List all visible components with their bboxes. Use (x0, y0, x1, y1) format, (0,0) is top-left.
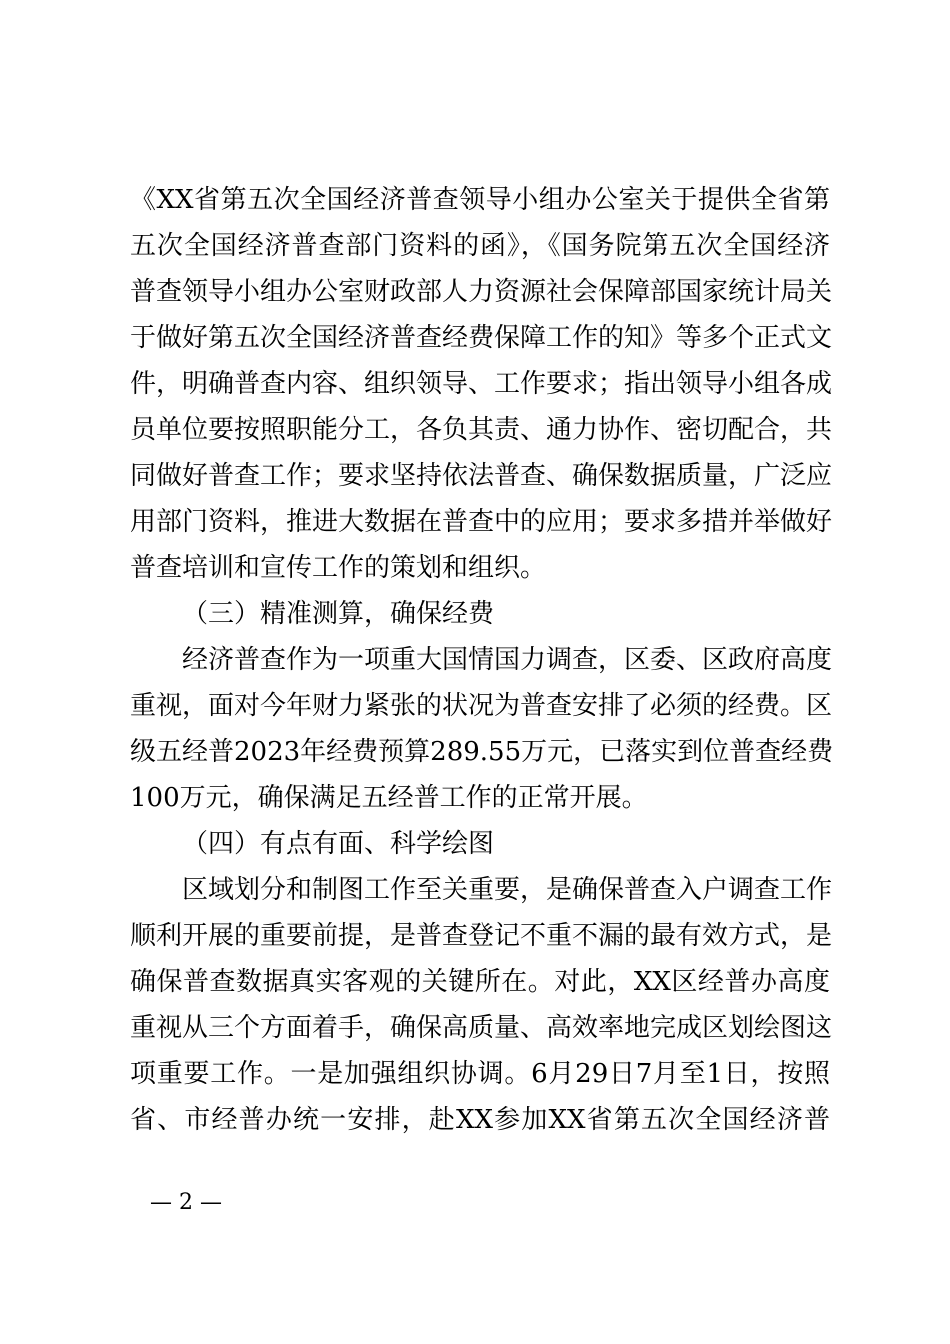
paragraph-line: 级五经普2023年经费预算289.55万元，已落实到位普查经费 (130, 737, 834, 767)
section-heading: （三）精准测算，确保经费 (182, 599, 495, 629)
page-number: — 2 — (150, 1190, 222, 1215)
paragraph-line: 区域划分和制图工作至关重要，是确保普查入户调查工作 (182, 875, 833, 905)
paragraph-line: 员单位要按照职能分工，各负其责、通力协作、密切配合，共 (130, 415, 833, 445)
paragraph-line: 普查领导小组办公室财政部人力资源社会保障部国家统计局关 (130, 277, 833, 307)
paragraph-line: 五次全国经济普查部门资料的函》，《国务院第五次全国经济 (130, 231, 830, 261)
paragraph-line: 同做好普查工作；要求坚持依法普查、确保数据质量，广泛应 (130, 461, 833, 491)
paragraph-line: 普查培训和宣传工作的策划和组织。 (130, 553, 547, 583)
paragraph-line: 重视从三个方面着手，确保高质量、高效率地完成区划绘图这 (130, 1013, 833, 1043)
paragraph-line: 件，明确普查内容、组织领导、工作要求；指出领导小组各成 (130, 369, 833, 399)
paragraph-line: 确保普查数据真实客观的关键所在。对此，XX区经普办高度 (130, 967, 830, 997)
paragraph-line: 经济普查作为一项重大国情国力调查，区委、区政府高度 (182, 645, 833, 675)
paragraph-line: 《XX省第五次全国经济普查领导小组办公室关于提供全省第 (130, 185, 830, 215)
paragraph-line: 省、市经普办统一安排，赴XX参加XX省第五次全国经济普 (130, 1105, 830, 1135)
paragraph-line: 项重要工作。一是加强组织协调。6月29日7月至1日，按照 (130, 1059, 830, 1089)
paragraph-line: 用部门资料，推进大数据在普查中的应用；要求多措并举做好 (130, 507, 833, 537)
paragraph-line: 重视，面对今年财力紧张的状况为普查安排了必须的经费。区 (130, 691, 833, 721)
paragraph-line: 于做好第五次全国经济普查经费保障工作的知》等多个正式文 (130, 323, 833, 353)
paragraph-line: 100万元，确保满足五经普工作的正常开展。 (130, 783, 648, 813)
section-heading: （四）有点有面、科学绘图 (182, 829, 495, 859)
paragraph-line: 顺利开展的重要前提，是普查登记不重不漏的最有效方式，是 (130, 921, 833, 951)
